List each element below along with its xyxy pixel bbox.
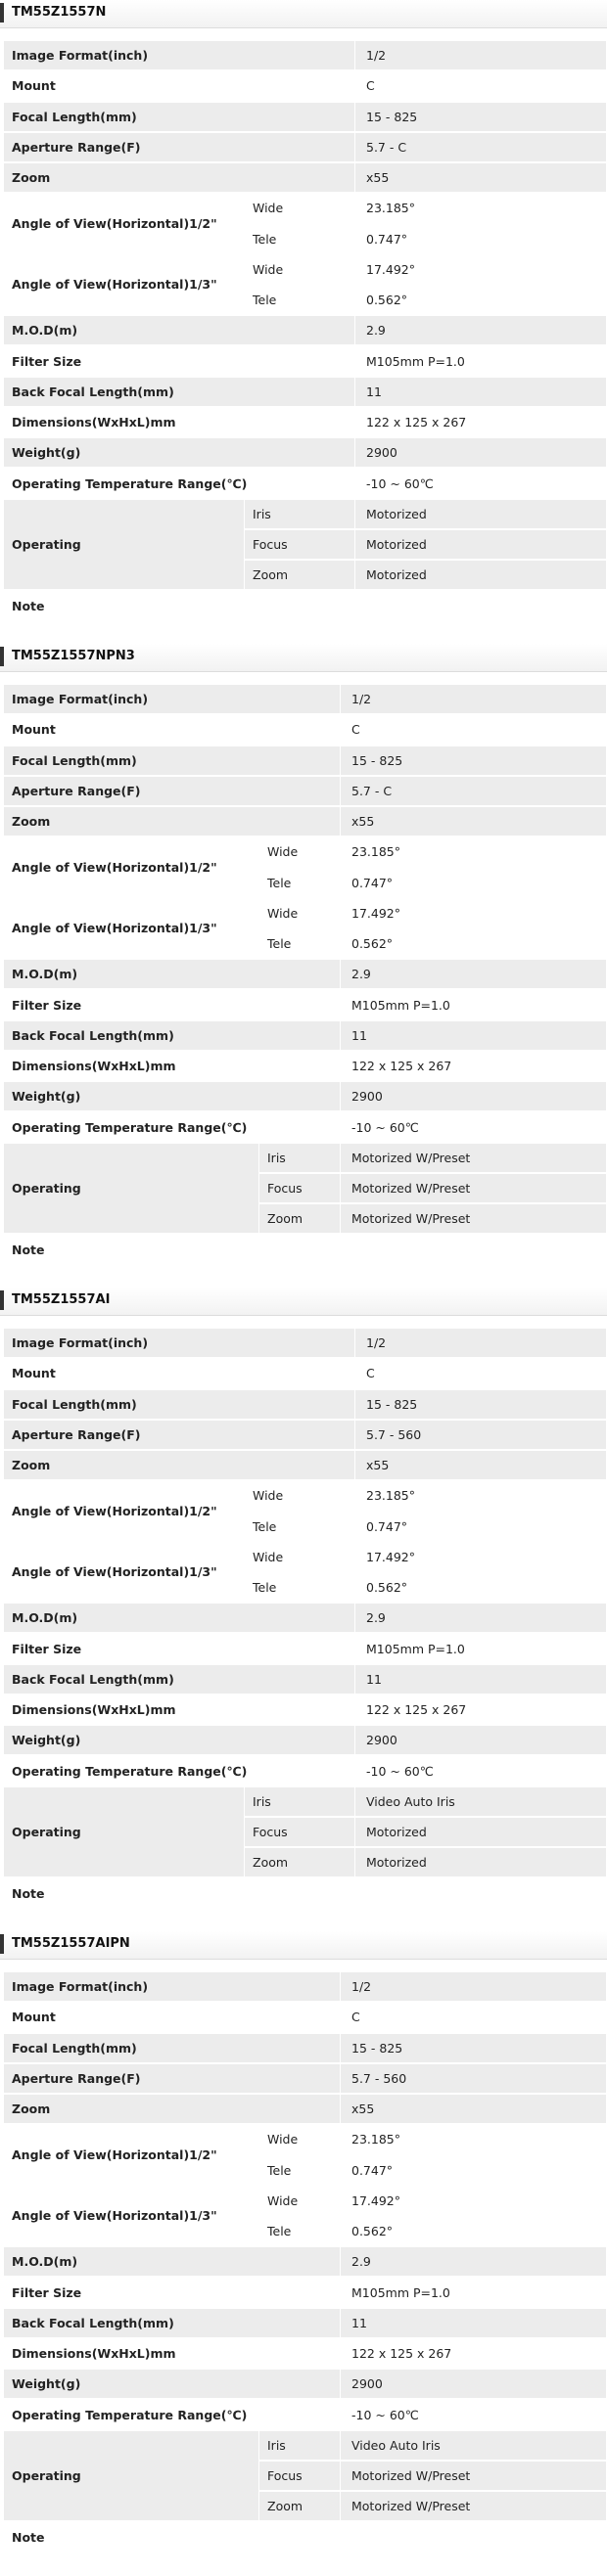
spec-subrow-wide bbox=[258, 2187, 606, 2215]
spec-label: Dimensions(WxHxL)mm bbox=[12, 2346, 176, 2361]
spec-row-weight bbox=[4, 1726, 606, 1754]
spec-value: 2900 bbox=[340, 1082, 606, 1110]
spec-value: C bbox=[354, 71, 606, 100]
spec-label: Weight(g) bbox=[4, 2370, 340, 2398]
spec-subrow-iris bbox=[244, 500, 606, 528]
spec-group-aov-half bbox=[4, 194, 606, 252]
spec-value: 23.185° bbox=[340, 837, 606, 866]
spec-value: Motorized bbox=[354, 530, 606, 559]
spec-label: M.O.D(m) bbox=[4, 1604, 354, 1632]
spec-row-image-format bbox=[4, 41, 606, 69]
spec-value: -10 ~ 60℃ bbox=[354, 1757, 606, 1785]
spec-subrow-tele bbox=[258, 2217, 606, 2245]
spec-subrow-zoom bbox=[258, 1204, 606, 1233]
spec-value: Motorized W/Preset bbox=[340, 1144, 606, 1172]
spec-value: 2.9 bbox=[354, 316, 606, 344]
spec-sublabel: Iris bbox=[244, 500, 354, 528]
spec-label: Weight(g) bbox=[4, 438, 354, 467]
spec-subrow-tele bbox=[258, 2156, 606, 2185]
spec-label: Aperture Range(F) bbox=[4, 133, 354, 161]
spec-label: Image Format(inch) bbox=[4, 1329, 354, 1357]
spec-row-zoom bbox=[4, 2095, 606, 2123]
spec-subrow-wide bbox=[258, 899, 606, 927]
spec-sublabel: Zoom bbox=[244, 561, 354, 589]
spec-subrows bbox=[258, 2187, 606, 2245]
spec-table bbox=[4, 1329, 606, 1908]
product-section bbox=[0, 1931, 607, 2575]
spec-group-aov-third bbox=[4, 2187, 606, 2245]
spec-group-operating bbox=[4, 1144, 606, 1234]
spec-value: 23.185° bbox=[354, 194, 606, 222]
spec-row-back-focal bbox=[4, 1665, 606, 1694]
spec-value: 1/2 bbox=[354, 41, 606, 69]
spec-value: Motorized W/Preset bbox=[340, 1174, 606, 1202]
spec-table bbox=[4, 685, 606, 1264]
spec-sublabel: Tele bbox=[244, 225, 354, 253]
spec-value: 17.492° bbox=[354, 1543, 606, 1571]
spec-row-zoom bbox=[4, 163, 606, 192]
spec-row-filter-size bbox=[4, 991, 606, 1019]
spec-subrows bbox=[258, 837, 606, 896]
note-label: Note bbox=[12, 1242, 45, 1257]
spec-value: 0.562° bbox=[354, 286, 606, 314]
spec-value: C bbox=[340, 2003, 606, 2031]
spec-value: 5.7 - C bbox=[340, 777, 606, 805]
spec-row-mount bbox=[4, 2003, 606, 2031]
spec-row-image-format bbox=[4, 1329, 606, 1357]
spec-label: Angle of View(Horizontal)1/2" bbox=[12, 215, 217, 231]
spec-label: M.O.D(m) bbox=[4, 316, 354, 344]
spec-subrows bbox=[244, 255, 606, 314]
product-section bbox=[0, 1288, 607, 1931]
spec-row-focal-length bbox=[4, 1390, 606, 1419]
spec-value: 0.562° bbox=[354, 1573, 606, 1602]
spec-sublabel: Tele bbox=[244, 1573, 354, 1602]
spec-value: 11 bbox=[354, 1665, 606, 1694]
model-name: TM55Z1557NPN3 bbox=[12, 649, 135, 663]
spec-value: 0.747° bbox=[354, 225, 606, 253]
spec-value: 122 x 125 x 267 bbox=[354, 1695, 606, 1724]
spec-label: Image Format(inch) bbox=[4, 41, 354, 69]
spec-label: Angle of View(Horizontal)1/2" bbox=[12, 859, 217, 875]
spec-subrow-focus bbox=[244, 530, 606, 559]
spec-label: Dimensions(WxHxL)mm bbox=[12, 415, 176, 429]
spec-value: 0.747° bbox=[354, 1513, 606, 1541]
spec-subrow-zoom bbox=[244, 1848, 606, 1876]
spec-value: 2.9 bbox=[340, 2247, 606, 2276]
spec-label: Aperture Range(F) bbox=[4, 777, 340, 805]
spec-label: Operating Temperature Range(℃) bbox=[12, 1763, 248, 1779]
spec-row-back-focal bbox=[4, 378, 606, 406]
spec-value: 17.492° bbox=[354, 255, 606, 284]
spec-label: Focal Length(mm) bbox=[4, 1390, 354, 1419]
spec-row-aperture bbox=[4, 1421, 606, 1449]
spec-value: 17.492° bbox=[340, 2187, 606, 2215]
spec-label: Operating Temperature Range(℃) bbox=[12, 475, 248, 491]
spec-value: 2.9 bbox=[340, 960, 606, 988]
spec-group-aov-third bbox=[4, 255, 606, 314]
spec-table bbox=[4, 41, 606, 620]
spec-value: 122 x 125 x 267 bbox=[354, 408, 606, 436]
spec-value: 0.562° bbox=[340, 2217, 606, 2245]
spec-label: Angle of View(Horizontal)1/3" bbox=[12, 921, 217, 936]
spec-subrow-wide bbox=[244, 1543, 606, 1571]
spec-row-back-focal bbox=[4, 1021, 606, 1050]
spec-subrow-iris bbox=[258, 2431, 606, 2460]
spec-row-dimensions bbox=[4, 2339, 606, 2368]
spec-label: Filter Size bbox=[12, 997, 82, 1013]
spec-label: Back Focal Length(mm) bbox=[4, 378, 354, 406]
spec-subrow-focus bbox=[258, 2462, 606, 2490]
spec-label: Zoom bbox=[4, 1451, 354, 1479]
spec-subrows bbox=[244, 500, 606, 590]
spec-label: Angle of View(Horizontal)1/2" bbox=[12, 2147, 217, 2162]
spec-value: Motorized W/Preset bbox=[340, 2492, 606, 2520]
spec-value: 2900 bbox=[354, 1726, 606, 1754]
spec-value: Video Auto Iris bbox=[340, 2431, 606, 2460]
spec-row-focal-length bbox=[4, 2034, 606, 2062]
spec-row-weight bbox=[4, 2370, 606, 2398]
spec-value: 1/2 bbox=[340, 1972, 606, 2001]
spec-label: Focal Length(mm) bbox=[4, 746, 340, 775]
spec-label: Back Focal Length(mm) bbox=[4, 1021, 340, 1050]
spec-value: 15 - 825 bbox=[354, 103, 606, 131]
spec-value: 0.747° bbox=[340, 2156, 606, 2185]
spec-value: 1/2 bbox=[354, 1329, 606, 1357]
spec-label: Zoom bbox=[4, 807, 340, 836]
spec-value: Motorized bbox=[354, 500, 606, 528]
spec-label: Mount bbox=[12, 722, 56, 738]
note-label: Note bbox=[12, 1885, 45, 1901]
spec-label: Operating bbox=[4, 1144, 258, 1234]
spec-value: C bbox=[340, 715, 606, 744]
spec-sublabel: Zoom bbox=[258, 1204, 340, 1233]
spec-row-back-focal bbox=[4, 2309, 606, 2337]
header-accent-bar bbox=[0, 1934, 4, 1954]
spec-group-aov-third bbox=[4, 899, 606, 958]
spec-sublabel: Tele bbox=[258, 2156, 340, 2185]
spec-value: 17.492° bbox=[340, 899, 606, 927]
spec-label: Angle of View(Horizontal)1/3" bbox=[12, 2208, 217, 2224]
spec-value: 15 - 825 bbox=[354, 1390, 606, 1419]
spec-value: 0.747° bbox=[340, 869, 606, 897]
spec-sublabel: Wide bbox=[258, 2125, 340, 2153]
spec-group-operating bbox=[4, 500, 606, 590]
spec-subrow-tele bbox=[258, 929, 606, 958]
spec-subrow-tele bbox=[244, 286, 606, 314]
spec-label: M.O.D(m) bbox=[4, 2247, 340, 2276]
spec-sublabel: Iris bbox=[244, 1787, 354, 1816]
spec-label: Weight(g) bbox=[4, 1082, 340, 1110]
spec-sublabel: Zoom bbox=[244, 1848, 354, 1876]
spec-label: Angle of View(Horizontal)1/3" bbox=[12, 277, 217, 293]
spec-label: Mount bbox=[12, 2010, 56, 2025]
spec-label: Mount bbox=[12, 1366, 56, 1381]
spec-subrow-tele bbox=[244, 225, 606, 253]
spec-value: M105mm P=1.0 bbox=[354, 347, 606, 376]
model-header bbox=[0, 1288, 607, 1316]
spec-sublabel: Tele bbox=[244, 286, 354, 314]
spec-label: Image Format(inch) bbox=[4, 1972, 340, 2001]
spec-value: -10 ~ 60℃ bbox=[340, 1113, 606, 1142]
spec-row-temperature bbox=[4, 2401, 606, 2429]
spec-row-image-format bbox=[4, 685, 606, 713]
spec-sublabel: Iris bbox=[258, 1144, 340, 1172]
spec-row-dimensions bbox=[4, 1695, 606, 1724]
spec-value: M105mm P=1.0 bbox=[340, 2279, 606, 2307]
spec-row-aperture bbox=[4, 777, 606, 805]
spec-sublabel: Tele bbox=[258, 929, 340, 958]
spec-value: M105mm P=1.0 bbox=[340, 991, 606, 1019]
spec-row-mod bbox=[4, 1604, 606, 1632]
spec-row-temperature bbox=[4, 470, 606, 498]
spec-value: -10 ~ 60℃ bbox=[354, 470, 606, 498]
spec-value: 11 bbox=[354, 378, 606, 406]
spec-group-aov-third bbox=[4, 1543, 606, 1602]
model-header bbox=[0, 1931, 607, 1960]
spec-subrow-wide bbox=[244, 1481, 606, 1510]
spec-value: 15 - 825 bbox=[340, 746, 606, 775]
spec-label: Weight(g) bbox=[4, 1726, 354, 1754]
spec-subrow-focus bbox=[244, 1818, 606, 1846]
spec-subrow-tele bbox=[244, 1573, 606, 1602]
header-accent-bar bbox=[0, 3, 4, 23]
spec-row-focal-length bbox=[4, 103, 606, 131]
note-label: Note bbox=[12, 598, 45, 613]
spec-value: 2900 bbox=[354, 438, 606, 467]
spec-group-operating bbox=[4, 1787, 606, 1877]
spec-value: -10 ~ 60℃ bbox=[340, 2401, 606, 2429]
model-name: TM55Z1557AI bbox=[12, 1292, 111, 1307]
spec-group-aov-half bbox=[4, 1481, 606, 1540]
spec-sublabel: Tele bbox=[244, 1513, 354, 1541]
spec-label: Mount bbox=[12, 78, 56, 94]
model-name: TM55Z1557N bbox=[12, 5, 107, 20]
spec-row-filter-size bbox=[4, 1635, 606, 1663]
spec-group-aov-half bbox=[4, 837, 606, 896]
spec-value: 1/2 bbox=[340, 685, 606, 713]
spec-label: Operating bbox=[4, 500, 244, 590]
spec-subrow-wide bbox=[244, 255, 606, 284]
spec-sublabel: Zoom bbox=[258, 2492, 340, 2520]
header-accent-bar bbox=[0, 647, 4, 666]
spec-subrows bbox=[258, 899, 606, 958]
spec-row-filter-size bbox=[4, 347, 606, 376]
spec-label: Zoom bbox=[4, 2095, 340, 2123]
spec-row-weight bbox=[4, 438, 606, 467]
model-header bbox=[0, 644, 607, 672]
spec-value: x55 bbox=[354, 1451, 606, 1479]
spec-subrow-focus bbox=[258, 1174, 606, 1202]
spec-value: M105mm P=1.0 bbox=[354, 1635, 606, 1663]
spec-label: Operating bbox=[4, 1787, 244, 1877]
spec-value: 122 x 125 x 267 bbox=[340, 1052, 606, 1080]
product-section bbox=[0, 644, 607, 1288]
spec-value: 2900 bbox=[340, 2370, 606, 2398]
spec-label: Filter Size bbox=[12, 2284, 82, 2300]
spec-label: Operating Temperature Range(℃) bbox=[12, 1119, 248, 1135]
spec-subrow-tele bbox=[244, 1513, 606, 1541]
spec-value: 2.9 bbox=[354, 1604, 606, 1632]
spec-label: Image Format(inch) bbox=[4, 685, 340, 713]
spec-sublabel: Tele bbox=[258, 869, 340, 897]
spec-label: M.O.D(m) bbox=[4, 960, 340, 988]
spec-sublabel: Wide bbox=[244, 1481, 354, 1510]
spec-subrows bbox=[244, 1481, 606, 1540]
spec-value: Motorized W/Preset bbox=[340, 1204, 606, 1233]
spec-row-mod bbox=[4, 2247, 606, 2276]
spec-sublabel: Focus bbox=[258, 2462, 340, 2490]
spec-subrow-wide bbox=[258, 837, 606, 866]
spec-label: Filter Size bbox=[12, 353, 82, 369]
spec-value: C bbox=[354, 1359, 606, 1387]
spec-row-temperature bbox=[4, 1113, 606, 1142]
spec-value: 11 bbox=[340, 1021, 606, 1050]
spec-label: Focal Length(mm) bbox=[4, 2034, 340, 2062]
spec-row-dimensions bbox=[4, 1052, 606, 1080]
spec-sublabel: Focus bbox=[244, 1818, 354, 1846]
spec-value: 5.7 - 560 bbox=[340, 2064, 606, 2093]
spec-label: Aperture Range(F) bbox=[4, 1421, 354, 1449]
spec-subrow-tele bbox=[258, 869, 606, 897]
spec-row-weight bbox=[4, 1082, 606, 1110]
spec-sublabel: Focus bbox=[258, 1174, 340, 1202]
spec-value: Motorized bbox=[354, 1848, 606, 1876]
spec-value: 0.562° bbox=[340, 929, 606, 958]
spec-row-mod bbox=[4, 960, 606, 988]
spec-row-mount bbox=[4, 715, 606, 744]
spec-label: Filter Size bbox=[12, 1641, 82, 1656]
spec-subrows bbox=[244, 1543, 606, 1602]
spec-subrows bbox=[244, 194, 606, 252]
spec-value: 23.185° bbox=[354, 1481, 606, 1510]
header-accent-bar bbox=[0, 1290, 4, 1310]
spec-value: x55 bbox=[354, 163, 606, 192]
spec-value: x55 bbox=[340, 2095, 606, 2123]
spec-label: Dimensions(WxHxL)mm bbox=[12, 1059, 176, 1073]
spec-label: Aperture Range(F) bbox=[4, 2064, 340, 2093]
spec-group-operating bbox=[4, 2431, 606, 2521]
spec-sublabel: Wide bbox=[244, 194, 354, 222]
spec-value: Motorized W/Preset bbox=[340, 2462, 606, 2490]
spec-sublabel: Wide bbox=[258, 899, 340, 927]
spec-sublabel: Tele bbox=[258, 2217, 340, 2245]
spec-value: x55 bbox=[340, 807, 606, 836]
spec-value: 122 x 125 x 267 bbox=[340, 2339, 606, 2368]
spec-label: Angle of View(Horizontal)1/3" bbox=[12, 1564, 217, 1580]
spec-value: Motorized bbox=[354, 1818, 606, 1846]
spec-label: Angle of View(Horizontal)1/2" bbox=[12, 1503, 217, 1518]
spec-value: 11 bbox=[340, 2309, 606, 2337]
spec-sublabel: Wide bbox=[244, 1543, 354, 1571]
note-label: Note bbox=[12, 2529, 45, 2545]
spec-label: Operating bbox=[4, 2431, 258, 2521]
spec-label: Back Focal Length(mm) bbox=[4, 1665, 354, 1694]
spec-row-aperture bbox=[4, 2064, 606, 2093]
spec-row-zoom bbox=[4, 1451, 606, 1479]
spec-subrow-iris bbox=[244, 1787, 606, 1816]
spec-value: 5.7 - C bbox=[354, 133, 606, 161]
spec-value: 5.7 - 560 bbox=[354, 1421, 606, 1449]
spec-sublabel: Focus bbox=[244, 530, 354, 559]
spec-subrows bbox=[258, 1144, 606, 1234]
spec-value: Video Auto Iris bbox=[354, 1787, 606, 1816]
spec-row-mod bbox=[4, 316, 606, 344]
spec-subrow-wide bbox=[258, 2125, 606, 2153]
spec-row-aperture bbox=[4, 133, 606, 161]
product-section bbox=[0, 0, 607, 644]
spec-subrow-zoom bbox=[244, 561, 606, 589]
spec-sublabel: Wide bbox=[244, 255, 354, 284]
spec-subrow-wide bbox=[244, 194, 606, 222]
spec-row-image-format bbox=[4, 1972, 606, 2001]
spec-table bbox=[4, 1972, 606, 2552]
spec-subrow-iris bbox=[258, 1144, 606, 1172]
spec-row-temperature bbox=[4, 1757, 606, 1785]
spec-row-filter-size bbox=[4, 2279, 606, 2307]
model-header bbox=[0, 0, 607, 28]
spec-label: Operating Temperature Range(℃) bbox=[12, 2407, 248, 2422]
spec-sublabel: Iris bbox=[258, 2431, 340, 2460]
spec-group-aov-half bbox=[4, 2125, 606, 2184]
spec-row-zoom bbox=[4, 807, 606, 836]
spec-value: 15 - 825 bbox=[340, 2034, 606, 2062]
spec-label: Zoom bbox=[4, 163, 354, 192]
spec-label: Focal Length(mm) bbox=[4, 103, 354, 131]
spec-subrows bbox=[244, 1787, 606, 1877]
spec-subrow-zoom bbox=[258, 2492, 606, 2520]
spec-subrows bbox=[258, 2125, 606, 2184]
spec-row-mount bbox=[4, 71, 606, 100]
model-name: TM55Z1557AIPN bbox=[12, 1936, 130, 1951]
spec-label: Dimensions(WxHxL)mm bbox=[12, 1702, 176, 1717]
spec-label: Back Focal Length(mm) bbox=[4, 2309, 340, 2337]
spec-subrows bbox=[258, 2431, 606, 2521]
spec-value: 23.185° bbox=[340, 2125, 606, 2153]
spec-sublabel: Wide bbox=[258, 837, 340, 866]
spec-row-focal-length bbox=[4, 746, 606, 775]
spec-value: Motorized bbox=[354, 561, 606, 589]
spec-row-dimensions bbox=[4, 408, 606, 436]
spec-sublabel: Wide bbox=[258, 2187, 340, 2215]
spec-row-mount bbox=[4, 1359, 606, 1387]
